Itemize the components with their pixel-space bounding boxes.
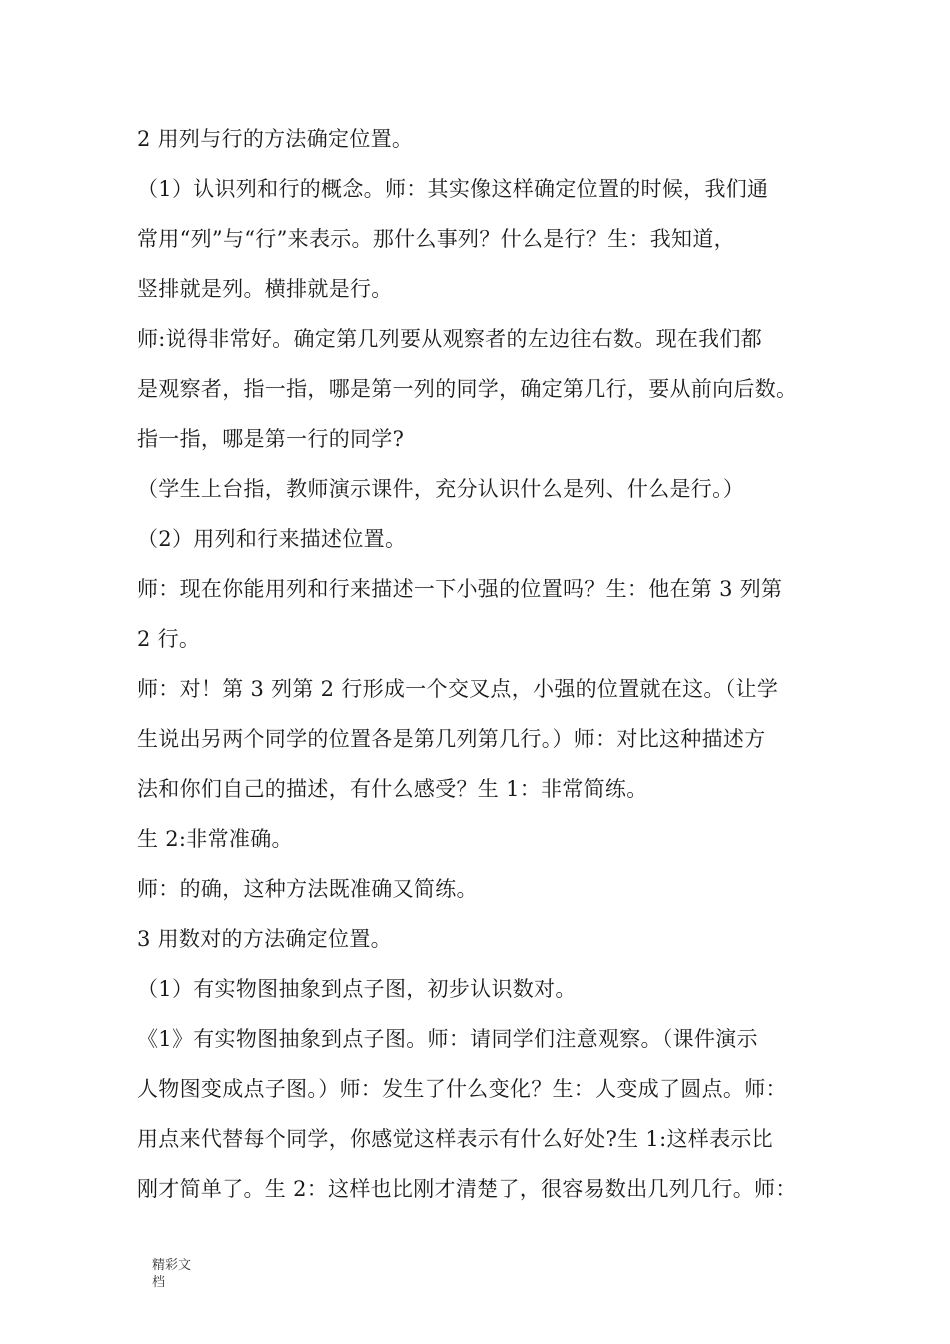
text-line: （1）有实物图抽象到点子图，初步认识数对。 (137, 977, 577, 1001)
text-line: 是观察者，指一指，哪是第一列的同学，确定第几行，要从前向后数。 (137, 377, 798, 401)
text-line: （1）认识列和行的概念。师：其实像这样确定位置的时候，我们通 (137, 177, 769, 201)
text-line: 生说出另两个同学的位置各是第几列第几行。）师：对比这种描述方 (137, 727, 766, 751)
text-line: 竖排就是列。横排就是行。 (137, 277, 393, 301)
text-line: 3 用数对的方法确定位置。 (137, 927, 392, 951)
text-line: 生 2:非常准确。 (137, 827, 293, 851)
text-line: 人物图变成点子图。）师：发生了什么变化？生：人变成了圆点。师： (137, 1077, 787, 1101)
text-line: 师：对！第 3 列第 2 行形成一个交叉点，小强的位置就在这。（让学 (137, 677, 779, 701)
text-line: （学生上台指，教师演示课件，充分认识什么是列、什么是行。） (137, 477, 745, 501)
text-line: 师：的确，这种方法既准确又简练。 (137, 877, 478, 901)
footer-label: 精彩文 (152, 1258, 192, 1273)
text-line: 指一指，哪是第一行的同学? (137, 427, 405, 451)
footer-label: 档 (152, 1275, 166, 1290)
text-line: 常用“列”与“行”来表示。那什么事列？什么是行？生：我知道， (137, 227, 735, 251)
text-line: 刚才简单了。生 2：这样也比刚才清楚了，很容易数出几列几行。师： (137, 1177, 797, 1201)
text-line: 2 行。 (137, 627, 201, 651)
text-line: （2）用列和行来描述位置。 (137, 527, 407, 551)
text-line: 用点来代替每个同学，你感觉这样表示有什么好处?生 1:这样表示比 (137, 1127, 773, 1151)
text-line: 师：现在你能用列和行来描述一下小强的位置吗？生：他在第 3 列第 (137, 577, 783, 601)
text-line: 师:说得非常好。确定第几列要从观察者的左边往右数。现在我们都 (137, 327, 763, 351)
text-line: 《1》有实物图抽象到点子图。师：请同学们注意观察。（课件演示 (137, 1027, 758, 1051)
text-line: 2 用列与行的方法确定位置。 (137, 127, 414, 151)
text-line: 法和你们自己的描述，有什么感受？生 1：非常简练。 (137, 777, 648, 801)
